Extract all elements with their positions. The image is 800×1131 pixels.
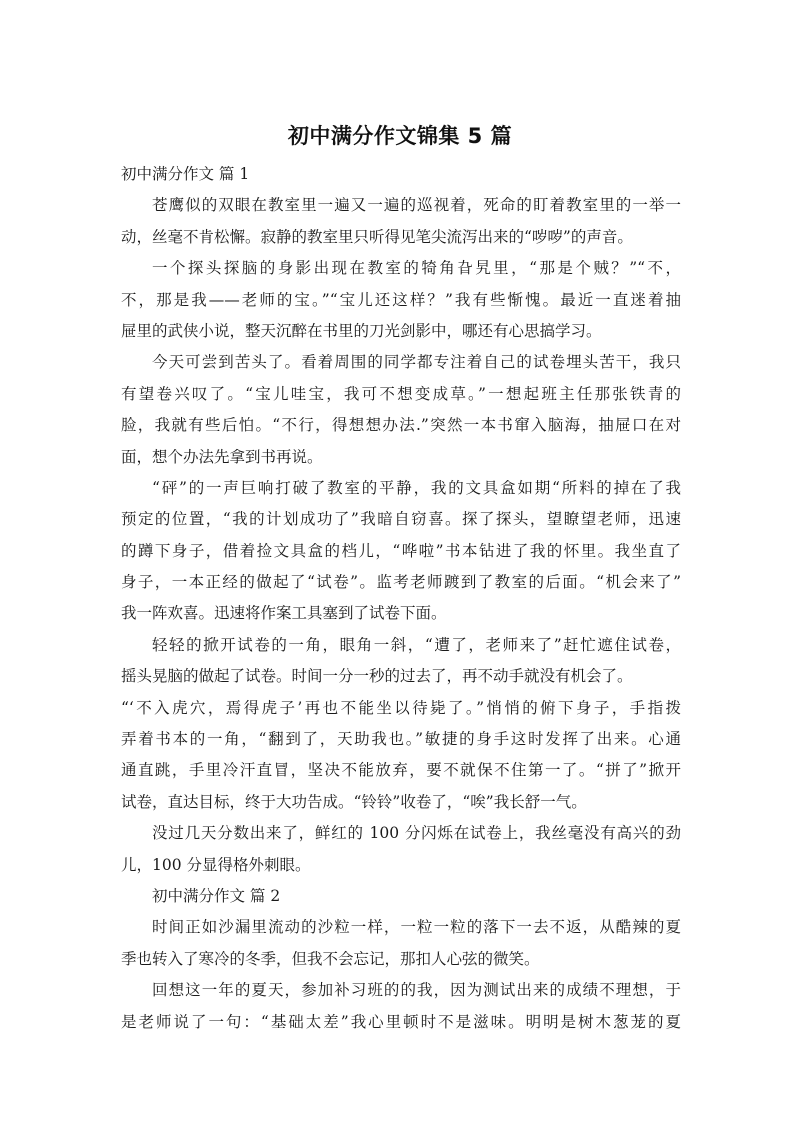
text-line: 回想这一年的夏天，参加补习班的的我，因为测试出来的成绩不理想，于 — [152, 981, 681, 1000]
section-heading: 初中满分作文 篇 2 — [152, 886, 281, 905]
text-line: 是老师说了一句：“基础太差”我心里顿时不是滋味。明明是树木葱茏的夏 — [121, 1012, 681, 1031]
text-line: 儿，100 分显得格外刺眼。 — [121, 855, 311, 874]
text-line: 我一阵欢喜。迅速将作案工具塞到了试卷下面。 — [121, 604, 447, 623]
document-title: 初中满分作文锦集 5 篇 — [287, 124, 513, 148]
text-line: 不，那是我——老师的宝。”“宝儿还这样？”我有些惭愧。最近一直迷着抽 — [121, 290, 681, 309]
text-line: 季也转入了寒冷的冬季，但我不会忘记，那扣人心弦的微笑。 — [121, 949, 540, 968]
text-line: 苍鹰似的双眼在教室里一遍又一遍的巡视着，死命的盯着教室里的一举一 — [152, 196, 681, 215]
document-body — [121, 159, 681, 1038]
text-line: 面，想个办法先拿到书再说。 — [121, 447, 323, 466]
text-line: 有望卷兴叹了。“宝儿哇宝，我可不想变成草。”一想起班主任那张铁青的 — [121, 384, 681, 403]
text-line: 的蹲下身子，借着捡文具盒的档儿，“哗啦”书本钻进了我的怀里。我坐直了 — [121, 541, 681, 560]
text-line: 通直跳，手里冷汗直冒，坚决不能放弃，要不就保不住第一了。“拼了”掀开 — [121, 761, 681, 780]
text-line: 预定的位置，“我的计划成功了”我暗自窃喜。探了探头，望瞭望老师，迅速 — [121, 510, 681, 529]
text-line: 身子，一本正经的做起了“试卷”。监考老师踱到了教室的后面。“机会来了” — [121, 573, 681, 592]
text-line: 摇头晃脑的做起了试卷。时间一分一秒的过去了，再不动手就没有机会了。 — [121, 667, 633, 686]
text-line: 时间正如沙漏里流动的沙粒一样，一粒一粒的落下一去不返，从酷辣的夏 — [152, 918, 681, 937]
text-line: “砰”的一声巨响打破了教室的平静，我的文具盒如期“所料的掉在了我 — [152, 478, 681, 497]
text-line: “‘不入虎穴，焉得虎子’再也不能坐以待毙了。”悄悄的俯下身子，手指拨 — [121, 698, 681, 717]
text-line: 没过几天分数出来了，鲜红的 100 分闪烁在试卷上，我丝毫没有高兴的劲 — [152, 824, 681, 843]
text-line: 今天可尝到苦头了。看着周围的同学都专注着自己的试卷埋头苦干，我只 — [152, 353, 681, 372]
text-line: 一个探头探脑的身影出现在教室的犄角旮旯里，“那是个贼？”“不， — [152, 259, 681, 278]
text-line: 轻轻的掀开试卷的一角，眼角一斜，“遭了，老师来了”赶忙遮住试卷， — [152, 635, 681, 654]
text-line: 屉里的武侠小说，整天沉醉在书里的刀光剑影中，哪还有心思搞学习。 — [121, 321, 602, 340]
text-line: 弄着书本的一角，“翻到了，天助我也。”敏捷的身手这时发挥了出来。心通 — [121, 730, 681, 749]
text-line: 动，丝毫不肯松懈。寂静的教室里只听得见笔尖流泻出来的“哕哕”的声音。 — [121, 227, 633, 246]
section-heading: 初中满分作文 篇 1 — [121, 165, 250, 183]
text-line: 脸，我就有些后怕。“不行，得想想办法.”突然一本书窜入脑海，抽屉口在对 — [121, 416, 681, 435]
text-line: 试卷，直达目标，终于大功告成。“铃铃”收卷了，“唉”我长舒一气。 — [121, 792, 587, 811]
